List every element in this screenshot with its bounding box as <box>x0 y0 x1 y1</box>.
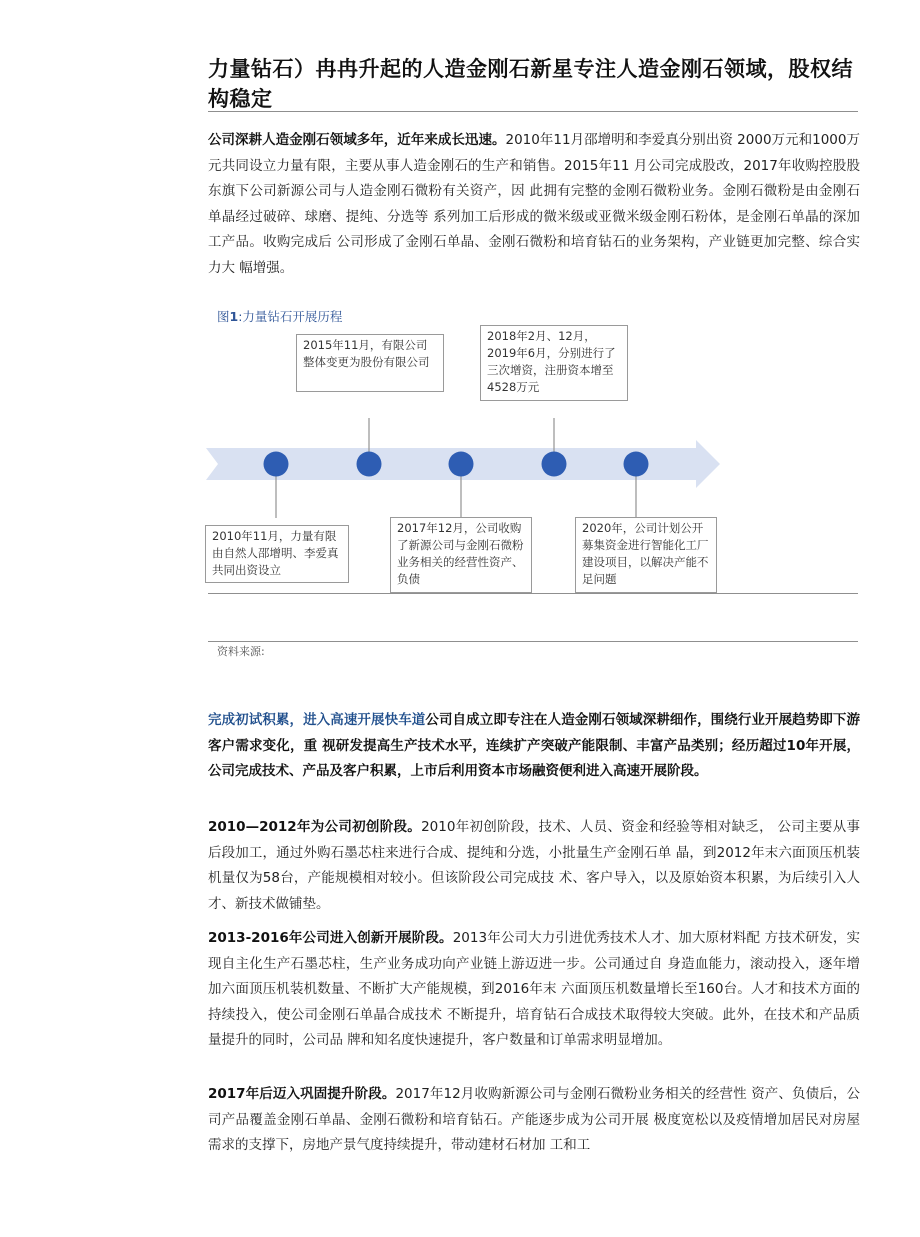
stage2-lead: 2013-2016年公司进入创新开展阶段。 <box>208 930 453 946</box>
timeline-event-2017: 2017年12月，公司收购了新源公司与金刚石微粉业务相关的经营性资产、负债 <box>390 517 532 593</box>
timeline-dot-2018 <box>542 452 567 477</box>
timeline-dot-2017 <box>449 452 474 477</box>
section-title: 力量钻石）冉冉升起的人造金刚石新星专注人造金刚石领域，股权结构稳定 <box>208 57 853 111</box>
timeline-event-2010: 2010年11月，力量有限由自然人邵增明、李爱真共同出资设立 <box>205 525 349 583</box>
timeline-dot-2015 <box>357 452 382 477</box>
timeline-event-2020: 2020年，公司计划公开募集资金进行智能化工厂建设项目，以解决产能不足问题 <box>575 517 717 593</box>
timeline-dot-2020 <box>624 452 649 477</box>
source-rule <box>208 641 858 642</box>
title-rule <box>208 111 858 112</box>
figure-caption-number: 1 <box>229 309 239 324</box>
figure-caption-text: :力量钻石开展历程 <box>238 309 343 324</box>
stage3-paragraph <box>208 1082 860 1159</box>
figure-source: 资料来源: <box>217 645 265 658</box>
intro-lead: 公司深耕人造金刚石领域多年，近年来成长迅速。 <box>208 132 506 148</box>
figure-bottom-rule <box>208 593 858 594</box>
timeline-event-2015: 2015年11月，有限公司整体变更为股份有限公司 <box>296 334 444 392</box>
stage3-body: 2017年12月收购新源公司与金刚石微粉业务相关的经营性 资产、负债后，公司产品覆盖金刚石单晶、金刚石微粉和培育钻石。产能逐步成为公司开展 极度宽松以及疫情增加居民对房屋需求的支撑下，房地产景气度持续提升，带动建材石材加 工和工 <box>208 1086 860 1154</box>
stage3-lead: 2017年后迈入巩固提升阶段。 <box>208 1086 396 1102</box>
stage1-paragraph <box>208 815 860 917</box>
timeline-graphic <box>206 418 726 518</box>
figure-caption-prefix: 图 <box>217 309 230 324</box>
intro-body: 2010年11月邵增明和李爱真分别出资 2000万元和1000万元共同设立力量有限，主要从事人造金刚石的生产和销售。2015年11 月公司完成股改，2017年收购控股股东旗下公司新源公司与人造金刚石微粉有关资产，因 此拥有完整的金刚石微粉业务。金刚石微粉是由金刚石单晶经过破碎、球磨、提纯、分选等 系列加工后形成的微米级或亚微米级金刚石粉体，是金刚石单晶的深加工产品。收购完成后 公司形成了金刚石单晶、金刚石微粉和培育钻石的业务架构，产业链更加完整、综合实力大 幅增强。 <box>208 132 861 276</box>
growth-paragraph <box>208 708 860 785</box>
stage2-body: 2013年公司大力引进优秀技术人才、加大原材料配 方技术研发，实现自主化生产石墨芯柱，生产业务成功向产业链上游迈进一步。公司通过自 身造血能力，滚动投入，逐年增加六面顶压机装机数量、不断扩大产能规模，到2016年末 六面顶压机数量增长至160台。人才和技术方面的持续投入，使公司金刚石单晶合成技术 不断提升，培育钻石合成技术取得较大突破。此外，在技术和产品质量提升的同时，公司品 牌和知名度快速提升，客户数量和订单需求明显增加。 <box>208 930 860 1049</box>
stage1-body: 2010年初创阶段，技术、人员、资金和经验等相对缺乏， 公司主要从事后段加工，通过外购石墨芯柱来进行合成、提纯和分选，小批量生产金刚石单 晶，到2012年末六面顶压机装机量仅为58台，产能规模相对较小。但该阶段公司完成技 术、客户导入，以及原始资本积累，为后续引入人才、新技术做铺垫。 <box>208 819 860 912</box>
timeline-dot-2010 <box>264 452 289 477</box>
stage1-lead: 2010—2012年为公司初创阶段。 <box>208 819 422 835</box>
intro-paragraph <box>208 128 860 282</box>
figure-caption <box>217 307 342 325</box>
growth-highlight: 完成初试积累，进入高速开展快车道 <box>208 712 426 728</box>
growth-body: 公司自成立即专注在人造金刚石领域深耕细作，围绕行业开展趋势即下游客户需求变化，重 视研发提高生产技术水平，连续扩产突破产能限制、丰富产品类别；经历超过10年开展， 公司完成技术、产品及客户积累，上市后利用资本市场融资便利进入高速开展阶段。 <box>208 712 861 779</box>
timeline-event-2018: 2018年2月、12月，2019年6月，分别进行了三次增资，注册资本增至4528万元 <box>480 325 628 401</box>
stage2-paragraph <box>208 926 860 1054</box>
